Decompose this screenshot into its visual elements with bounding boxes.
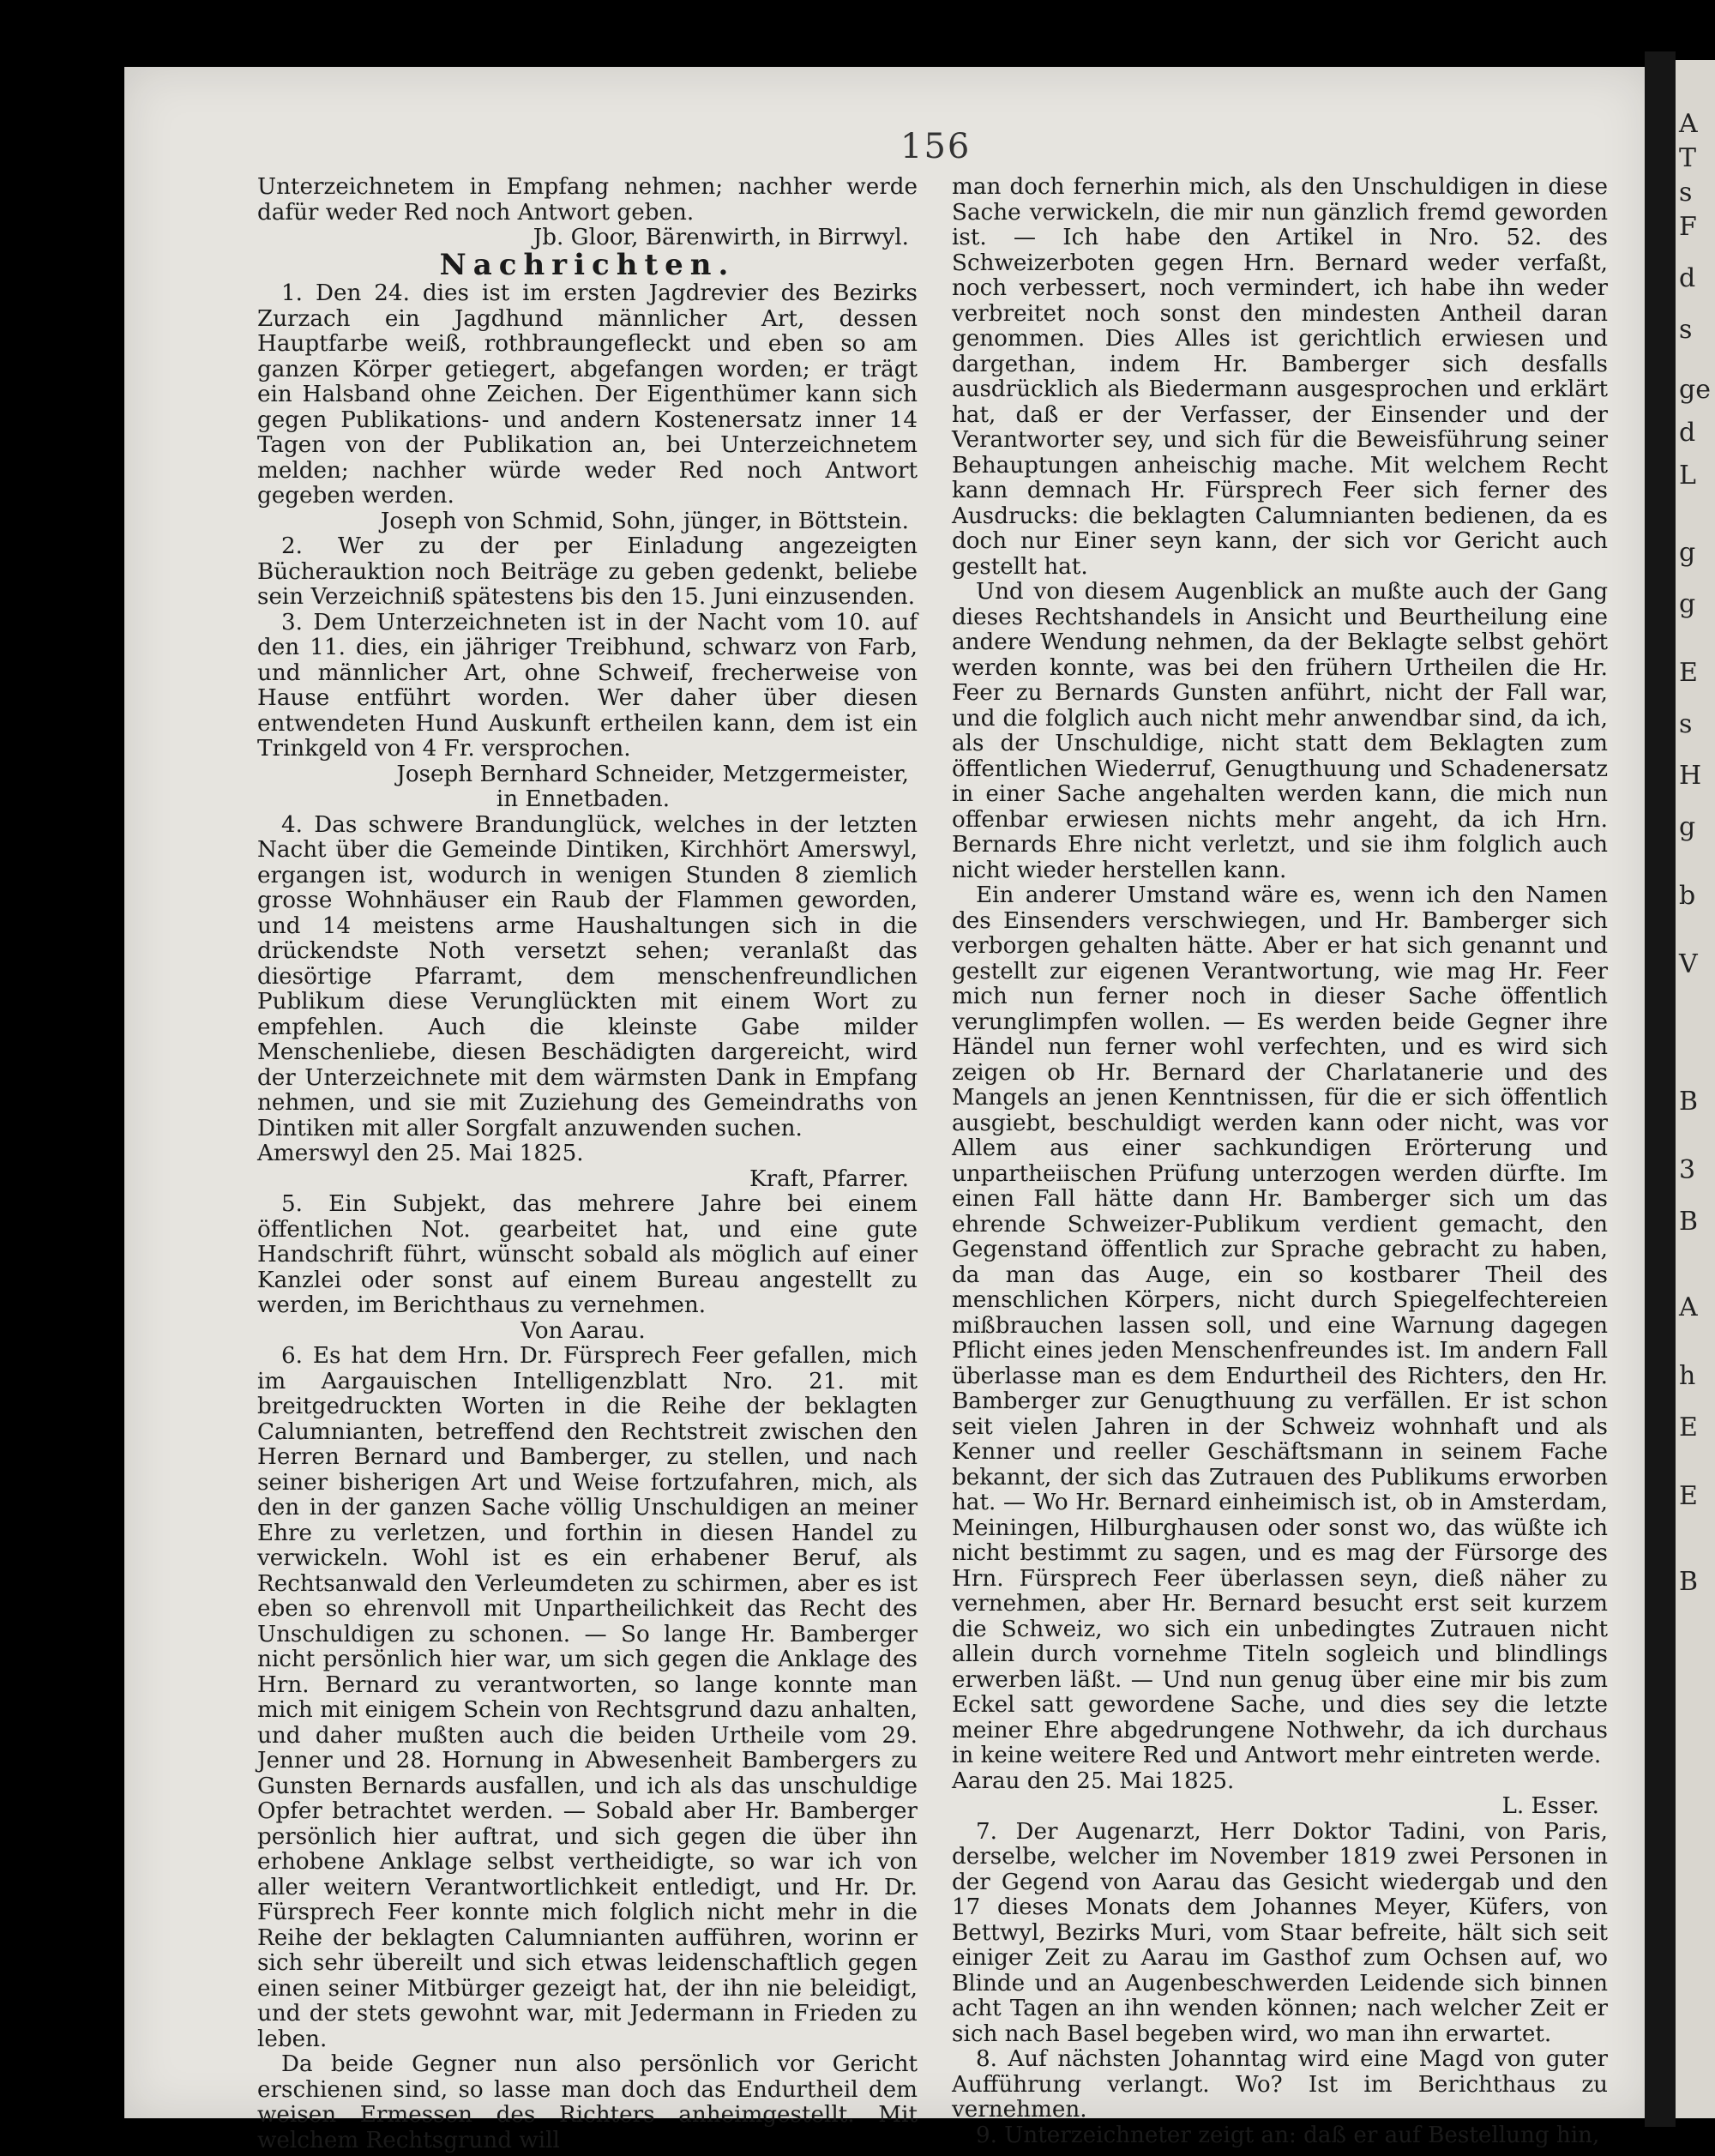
opening-text: Unterzeichnetem in Empfang nehmen; nachher werde dafür weder Red noch Antwort geben. — [257, 174, 918, 226]
edge-fragment: B — [1679, 1567, 1699, 1597]
notice-3-signature: Joseph Bernhard Schneider, Metzgermeister, — [396, 761, 909, 787]
edge-fragment: s — [1679, 709, 1693, 739]
notice-6-signature: L. Esser. — [1501, 1793, 1599, 1819]
edge-fragment: d — [1679, 418, 1696, 448]
edge-fragment: d — [1679, 263, 1696, 293]
notice-4-date: Amerswyl den 25. Mai 1825. — [257, 1141, 584, 1166]
notice-4: 4. Das schwere Brandunglück, welches in der letzten Nacht über die Gemeinde Dintiken, Kirchhört Amerswyl, ergangen ist, wodurch in wenigen Stunden 8 ziemlich grosse Wohnhäuser ein Raub der Flammen geworden, und 14 meistens arme Haushaltungen sich in die drückendste Noth versetzt sehen; veranlaßt das diesörtige Pfarramt, dem menschenfreundlichen Publikum diese Verunglückten mit einem Wort zu empfehlen. Auch die kleinste Gabe milder Menschenliebe, diesen Beschädigten dargereicht, wird der Unterzeichnete mit dem wärmsten Dank in Empfang nehmen, und sie mit Zuziehung des Gemeindraths von Dintiken mit aller Sorgfalt anzuwenden suchen. — [257, 811, 918, 1141]
edge-fragment: F — [1679, 212, 1697, 242]
notice-5: 5. Ein Subjekt, das mehrere Jahre bei einem öffentlichen Not. gearbeitet hat, und eine gute Handschrift führt, wünscht sobald als möglich auf einer Kanzlei oder sonst auf einem Bureau angestellt zu werden, im Berichthaus zu vernehmen. — [257, 1191, 918, 1318]
edge-fragment: T — [1679, 143, 1697, 173]
edge-fragment: s — [1679, 315, 1693, 345]
notice-3: 3. Dem Unterzeichneten ist in der Nacht vom 10. auf den 11. dies, ein jähriger Treibhund, schwarz von Farb, und männlicher Art, ohne Schweif, frecherweise von Hause entführt worden. Wer daher über diesen entwendeten Hund Auskunft ertheilen kann, dem ist ein Trinkgeld von 4 Fr. versprochen. — [257, 609, 918, 762]
notice-9: 9. Unterzeichneter zeigt an: daß er auf Bestellung hin, — [976, 2122, 1600, 2148]
opening-signature: Jb. Gloor, Bärenwirth, in Birrwyl. — [533, 225, 909, 250]
next-page-edge — [1676, 60, 1715, 2118]
edge-fragment: B — [1679, 1087, 1699, 1117]
edge-fragment: E — [1679, 658, 1698, 688]
edge-fragment: b — [1679, 881, 1696, 911]
edge-fragment: H — [1679, 761, 1702, 791]
page-number: 156 — [900, 127, 972, 166]
edge-fragment: g — [1679, 538, 1696, 568]
notice-6-date: Aarau den 25. Mai 1825. — [952, 1768, 1235, 1794]
notice-4-signature: Kraft, Pfarrer. — [749, 1165, 909, 1192]
edge-fragment: V — [1679, 949, 1698, 979]
notice-8: 8. Auf nächsten Johanntag wird eine Magd von guter Aufführung verlangt. Wo? Ist im Berichthaus zu vernehmen. — [952, 2046, 1608, 2123]
edge-fragment: ge — [1679, 375, 1711, 405]
binding-gutter — [1645, 51, 1676, 2127]
edge-fragment: A — [1679, 109, 1698, 139]
notice-7: 7. Der Augenarzt, Herr Doktor Tadini, von Paris, derselbe, welcher im November 1819 zwei Personen in der Gegend von Aarau das Gesicht wiedergab und den 17 dieses Monats dem Johannes Meyer, Küfers, von Bettwyl, Bezirks Muri, vom Staar befreite, hält sich seit einiger Zeit zu Aarau im Gasthof zum Ochsen auf, wo Blinde und an Augenbeschwerden Leidende sich binnen acht Tagen an ihn wenden können; nach welcher Zeit er sich nach Basel begeben wird, wo man ihn erwartet. — [952, 1818, 1608, 2047]
edge-fragment: s — [1679, 178, 1693, 208]
notice-6-part-4: Ein anderer Umstand wäre es, wenn ich den Namen des Einsenders verschwiegen, und Hr. Bamberger sich verborgen gehalten hätte. Aber er hat sich genannt und gestellt zur eigenen Verantwortung, wie mag Hr. Feer mich nun ferner noch in dieser Sache öffentlich verunglimpfen wollen. — Es werden beide Gegner ihre Händel nun ferner wohl verfechten, und es wird sich zeigen ob Hr. Bernard der Charlatanerie und des Mangels an jenen Kenntnissen, für die er sich öffentlich ausgiebt, beschuldigt werden kann oder nicht, was vor Allem aus einer sachkundigen Erörterung und unpartheiischen Prüfung unterzogen werden dürfte. Im einen Fall hätte dann Hr. Bamberger sich um das ehrende Schweizer-Publikum verdient gemacht, den Gegenstand öffentlich zur Sprache gebracht zu haben, da man das Auge, ein so kostbarer Theil des menschlichen Körpers, nicht durch Spiegelfechtereien mißbrauchen lassen soll, und eine Warnung dagegen Pflicht eines jeden Menschenfreundes ist. Im andern Fall überlasse man es dem Endurtheil des Richters, den Hr. Bamberger zur Genugthuung zu verfällen. Er ist schon seit vielen Jahren in der Schweiz wohnhaft und als Kenner und reeller Geschäftsmann in seinem Fache bekannt, der sich das Zutrauen des Publikums erworben hat. — Wo Hr. Bernard einheimisch ist, ob in Amsterdam, Meiningen, Hilburghausen oder sonst wo, das wüßte ich nicht bestimmt zu sagen, und es mag der Fürsorge des Hrn. Fürsprech Feer überlassen seyn, dieß näher zu vernehmen, aber Hr. Bernard besucht erst seit kurzem die Schweiz, wo sich ein unbedingtes Zutrauen nicht allein durch vornehme Titeln sogleich und blindlings erwerben läßt. — Und nun genug über eine mir bis zum Eckel satt gewordene Sache, und dies sey die letzte meiner Ehre abgedrungene Nothwehr, da ich durchaus in keine weitere Red und Antwort mehr eintreten werde. — [952, 882, 1608, 1768]
notice-3-place: in Ennetbaden. — [496, 786, 671, 812]
edge-fragment: h — [1679, 1361, 1696, 1391]
edge-fragment: B — [1679, 1207, 1699, 1237]
section-heading: Nachrichten. — [439, 247, 736, 282]
notice-6-part-3: Und von diesem Augenblick an mußte auch der Gang dieses Rechtshandels in Ansicht und Beurtheilung eine andere Wendung nehmen, da der Beklagte selbst gehört werden konnte, was bei den frühern Urtheilen die Hr. Feer zu Bernards Gunsten anführt, nicht der Fall war, und die folglich auch nicht mehr anwendbar sind, da ich, als der Unschuldige, nicht statt dem Beklagten zum öffentlichen Wiederruf, Genugthuung und Schadenersatz in einer Sache angehalten werden kann, die mich nun offenbar erwiesen nichts mehr angeht, da ich Hrn. Bernards Ehre nicht verletzt, und sie ihm folglich auch nicht wieder herstellen kann. — [952, 579, 1608, 883]
edge-fragment: E — [1679, 1412, 1698, 1442]
notice-6: 6. Es hat dem Hrn. Dr. Fürsprech Feer gefallen, mich im Aargauischen Intelligenzblatt Nro. 21. mit breitgedruckten Worten in die Reihe der beklagten Calumnianten, betreffend den Rechtstreit zwischen den Herren Bernard und Bamberger, zu stellen, und nach seiner bisherigen Art und Weise fortzufahren, mich, als den in der ganzen Sache völlig Unschuldigen an meiner Ehre zu verletzen, und forthin in diesen Handel zu verwickeln. Wohl ist es ein erhabener Beruf, als Rechtsanwald den Verleumdeten zu schirmen, aber es ist eben so ehrenvoll mit Unpartheilichkeit das Recht des Unschuldigen zu schonen. — So lange Hr. Bamberger nicht persönlich hier war, um sich gegen die Anklage des Hrn. Bernard zu verantworten, so lange konnte man mich mit einigem Schein von Rechtsgrund dazu anhalten, und daher mußten auch die beiden Urtheile vom 29. Jenner und 28. Hornung in Abwesenheit Bambergers zu Gunsten Bernards ausfallen, und ich als das unschuldige Opfer betrachtet werden. — Sobald aber Hr. Bamberger persönlich hier auftrat, und sich gegen die über ihn erhobene Anklage selbst vertheidigte, so war ich von aller weitern Verantwortlichkeit entledigt, und Hr. Dr. Fürsprech Feer konnte mich folglich nicht mehr in die Reihe der beklagten Calumnianten aufführen, worinn er sich sehr übereilt und sich etwas leidenschaftlich gegen einen seiner Mitbürger gezeigt hat, der ihn nie beleidigt, und der stets gewohnt war, mit Jedermann in Frieden zu leben. — [257, 1343, 918, 2052]
notice-6-part-2: man doch fernerhin mich, als den Unschuldigen in diese Sache verwickeln, die mir nun gänzlich fremd geworden ist. — Ich habe den Artikel in Nro. 52. des Schweizerboten gegen Hrn. Bernard weder verfaßt, noch verbessert, noch vermindert, ich habe ihn weder verbreitet noch sonst den mindesten Antheil daran genommen. Dies Alles ist gerichtlich erwiesen und dargethan, indem Hr. Bamberger sich desfalls ausdrücklich als Biedermann ausgesprochen und erklärt hat, daß er der Verfasser, der Einsender und der Verantworter sey, und sich für die Beweisführung seiner Behauptungen anheischig mache. Mit welchem Recht kann demnach Hr. Fürsprech Feer sich ferner des Ausdrucks: die beklagten Calumnianten bedienen, da es doch nur Einer seyn kann, der sich vor Gericht auch gestellt hat. — [952, 174, 1608, 580]
edge-fragment: E — [1679, 1481, 1698, 1511]
left-column — [257, 174, 918, 2153]
right-column — [952, 174, 1608, 2148]
edge-fragment: g — [1679, 589, 1696, 619]
notice-1: 1. Den 24. dies ist im ersten Jagdrevier des Bezirks Zurzach ein Jagdhund männlicher Art, dessen Hauptfarbe weiß, rothbraungefleckt und eben so am ganzen Körper getiegert, abgefangen worden; er trägt ein Halsband ohne Zeichen. Der Eigenthümer kann sich gegen Publikations- und andern Kostenersatz inner 14 Tagen von der Publikation an, bei Unterzeichnetem melden; nachher würde weder Red noch Antwort gegeben werden. — [257, 280, 918, 509]
notice-5-signature: Von Aarau. — [521, 1317, 646, 1344]
edge-fragment: L — [1679, 461, 1696, 491]
edge-fragment: 3 — [1679, 1155, 1696, 1185]
notice-2: 2. Wer zu der per Einladung angezeigten Bücherauktion noch Beiträge zu geben gedenkt, beliebe sein Verzeichniß spätestens bis den 15. Juni einzusenden. — [257, 533, 918, 610]
notice-6-continued: Da beide Gegner nun also persönlich vor Gericht erschienen sind, so lasse man doch das Endurtheil dem weisen Ermessen des Richters anheimgestellt. Mit welchem Rechtsgrund will — [257, 2051, 918, 2153]
notice-1-signature: Joseph von Schmid, Sohn, jünger, in Böttstein. — [380, 508, 909, 534]
edge-fragment: g — [1679, 812, 1696, 842]
edge-fragment: A — [1679, 1292, 1698, 1322]
